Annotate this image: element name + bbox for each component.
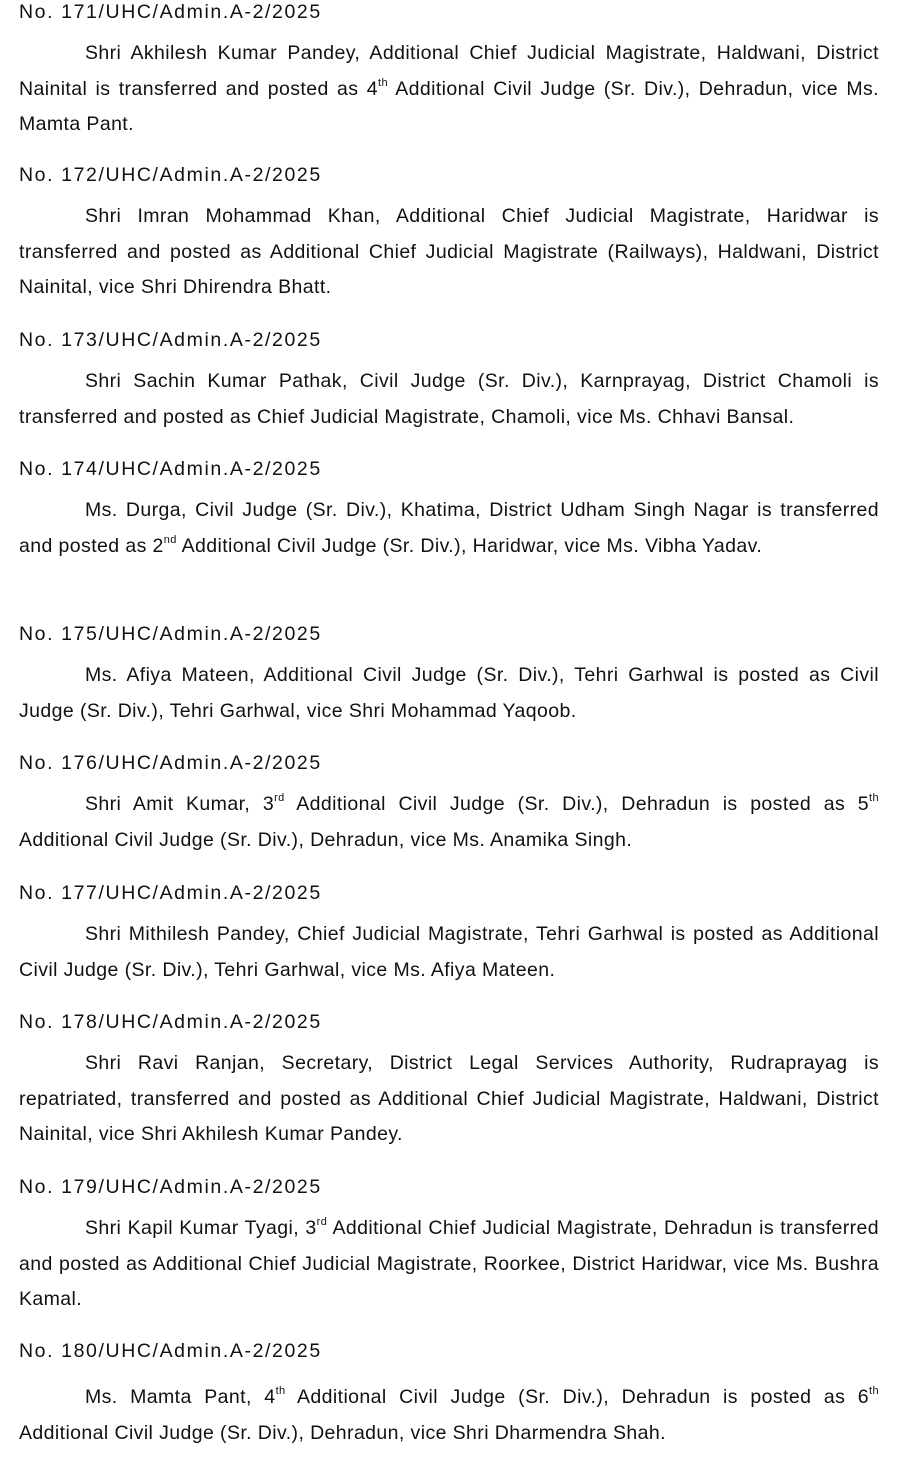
order-text: Ms. Afiya Mateen, Additional Civil Judge (Sr. Div.), Tehri Garhwal is posted as Civil Judge (Sr. Div.), Tehri Garhwal, vice Shri Mohammad Yaqoob. (19, 664, 879, 722)
order-number: No. 178/UHC/Admin.A-2/2025 (19, 1011, 322, 1033)
order-177 (19, 881, 879, 988)
order-text: Shri Ravi Ranjan, Secretary, District Legal Services Authority, Rudraprayag is repatriated, transferred and posted as Additional Chief Judicial Magistrate, Haldwani, District Nainital, vice Shri Akhilesh Kumar Pandey. (19, 1052, 879, 1145)
order-179 (19, 1175, 879, 1318)
order-172 (19, 163, 879, 306)
order-text: Shri Kapil Kumar Tyagi, 3rd Additional Chief Judicial Magistrate, Dehradun is transferred and posted as Additional Chief Judicial Magistrate, Roorkee, District Haridwar, vice Ms. Bushra Kamal. (19, 1216, 879, 1310)
order-number: No. 177/UHC/Admin.A-2/2025 (19, 882, 322, 904)
order-text: Shri Imran Mohammad Khan, Additional Chief Judicial Magistrate, Haridwar is transferred and posted as Additional Chief Judicial Magistrate (Railways), Haldwani, District Nainital, vice Shri Dhirendra Bhatt. (19, 205, 879, 298)
order-number: No. 171/UHC/Admin.A-2/2025 (19, 1, 322, 23)
order-180 (19, 1339, 879, 1451)
order-173 (19, 328, 879, 435)
order-text: Shri Akhilesh Kumar Pandey, Additional Chief Judicial Magistrate, Haldwani, District Nainital is transferred and posted as 4th Additional Civil Judge (Sr. Div.), Dehradun, vice Ms. Mamta Pant. (19, 42, 879, 135)
order-number: No. 173/UHC/Admin.A-2/2025 (19, 329, 322, 351)
order-176 (19, 751, 879, 858)
order-number: No. 175/UHC/Admin.A-2/2025 (19, 623, 322, 645)
order-text: Shri Mithilesh Pandey, Chief Judicial Magistrate, Tehri Garhwal is posted as Additional Civil Judge (Sr. Div.), Tehri Garhwal, vice Ms. Afiya Mateen. (19, 923, 879, 981)
order-number: No. 180/UHC/Admin.A-2/2025 (19, 1340, 322, 1362)
order-text: Ms. Mamta Pant, 4th Additional Civil Judge (Sr. Div.), Dehradun is posted as 6th Additional Civil Judge (Sr. Div.), Dehradun, vice Shri Dharmendra Shah. (19, 1385, 880, 1444)
order-number: No. 176/UHC/Admin.A-2/2025 (19, 752, 322, 774)
order-175 (19, 622, 879, 729)
order-text: Shri Sachin Kumar Pathak, Civil Judge (Sr. Div.), Karnprayag, District Chamoli is transferred and posted as Chief Judicial Magistrate, Chamoli, vice Ms. Chhavi Bansal. (19, 370, 879, 428)
order-174 (19, 457, 879, 564)
order-text: Ms. Durga, Civil Judge (Sr. Div.), Khatima, District Udham Singh Nagar is transferred and posted as 2nd Additional Civil Judge (Sr. Div.), Haridwar, vice Ms. Vibha Yadav. (19, 499, 879, 557)
order-number: No. 172/UHC/Admin.A-2/2025 (19, 164, 322, 186)
order-text: Shri Amit Kumar, 3rd Additional Civil Judge (Sr. Div.), Dehradun is posted as 5th Additional Civil Judge (Sr. Div.), Dehradun, vice Ms. Anamika Singh. (19, 792, 879, 851)
order-number: No. 174/UHC/Admin.A-2/2025 (19, 458, 322, 480)
order-178 (19, 1010, 879, 1153)
order-number: No. 179/UHC/Admin.A-2/2025 (19, 1176, 322, 1198)
order-171 (19, 0, 879, 143)
